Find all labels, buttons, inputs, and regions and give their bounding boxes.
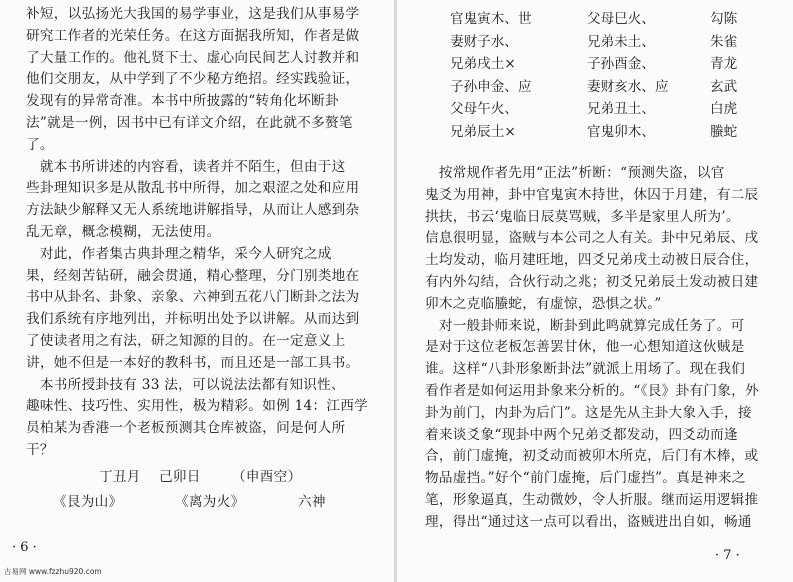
body-text-line: 鬼爻为用神，卦中官鬼寅木持世，休囚于月建，有二辰 [425,186,759,203]
body-text-line: 谁。这样“八卦形象断卦法”就派上用场了。现在我们 [425,361,746,378]
body-text-line: 本书所授卦技有 33 法，可以说法法都有知识性、 [26,376,345,393]
yao-spirit: 白虎 [710,101,738,117]
body-text-line: 土均发动，临月建旺地，四爻兄弟戌土动被日辰合住， [425,252,759,269]
body-text-line: 卦为前门，内卦为后门”。这是先从主卦大象入手，接 [425,404,752,421]
body-text-line: 按常规作者先用“正法”析断：“预测失盗，以官 [425,165,725,181]
yao-spirit: 青龙 [710,56,738,72]
body-text-line: 趣味性、技巧性、实用性，极为精彩。如例 14：江西学 [26,398,369,415]
body-text-line: 有内外勾结，合伙行动之兆；初爻兄弟辰土发动被日建 [425,274,759,290]
yao-spirit: 螣蛇 [710,123,738,140]
body-text-line: 果，经刻苦钻研，融会贯通，精心整理，分门别类地在 [26,267,360,284]
body-text-line: 乱无章，概念模糊，无法使用。 [26,224,221,240]
yao-changed: 妻财亥水、应 [587,78,669,95]
page-number-right: · 7 · [715,548,740,563]
body-text-line: 卯木之克临螣蛇，有虚惊，恐惧之状。” [425,295,662,312]
yao-main: 兄弟戌土× [450,56,516,72]
body-text-line: 书中从卦名、卦象、亲象、六神到五花八门断卦之法为 [26,289,360,306]
yao-spirit: 玄武 [710,78,738,95]
yao-spirit: 勾陈 [710,11,738,27]
page-number-left: · 6 · [12,540,37,555]
body-text-line: 笔，形象逼真，生动微妙，令人折服。继而运用逻辑推 [425,492,759,508]
date-day: 己卯日 [159,469,201,485]
yao-main: 官鬼寅木、世 [450,11,532,27]
body-text-line: 看作者是如何运用卦象来分析的。“《艮》卦有门象，外 [425,383,759,399]
body-text-line: 员柏某为香港一个老板预测其仓库被盗，问是何人所 [26,420,346,437]
body-text-line: 了使读者用之有法，研之知源的目的。在一定意义上 [26,333,346,349]
right-page [397,0,793,582]
date-void: （申酉空） [232,469,302,485]
left-page [0,0,396,582]
footer-watermark: 古易网 www.fzzhu920.com [4,567,102,576]
body-text-line: 就本书所讲述的内容看，读者并不陌生，但由于这 [26,158,346,175]
yao-main: 父母午火、 [450,101,518,117]
body-text-line: 拱扶，书云‘鬼临日辰莫骂贼，多半是家里人所为’。 [425,208,740,225]
body-text-line: 对此，作者集古典卦理之精华，采今人研究之成 [26,245,332,262]
hexagram-line-row [397,53,793,75]
six-spirits-header: 六神 [298,494,326,510]
body-text-line: 着来谈爻象“现卦中两个兄弟爻都发动，四爻动而逢 [425,426,738,443]
body-text-line: 干？ [26,442,54,458]
yao-changed: 兄弟未土、 [587,33,655,50]
body-text-line: 物品虚挡。”好个“前门虚掩，后门虚挡”。真是神来之 [425,470,746,487]
hexagram-changed-title: 《离为火》 [175,494,245,510]
body-text-line: 了大量工作的。他礼贤下士、虚心向民间艺人讨教并和 [26,49,360,66]
body-text-line: 合，前门虚掩，初爻动而被卯木所克，后门有木棒，或 [425,448,759,465]
body-text-line: 讲，她不但是一本好的教科书，而且还是一部工具书。 [26,354,360,371]
hexagram-main-title: 《艮为山》 [53,494,123,510]
yao-changed: 官鬼卯木、 [587,123,655,140]
date-month: 丁丑月 [99,469,141,485]
hexagram-line-row [397,121,793,143]
hexagram-line-row [397,98,793,120]
yao-spirit: 朱雀 [710,33,738,50]
yao-main: 妻财子水、 [450,33,518,50]
yao-changed: 子孙酉金、 [587,56,655,72]
body-text-line: 发现有的异常奇准。本书中所披露的“转角化坏断卦 [26,93,339,110]
hexagram-line-row [397,76,793,98]
body-text-line: 他们交朋友，从中学到了不少秘方绝招。经实践验证， [26,71,360,88]
body-text-line: 对一般卦师来说，断卦到此鸣就算完成任务了。可 [425,317,745,334]
yao-main: 子孙申金、应 [450,78,532,95]
body-text-line: 信息很明显，盗贼与本公司之人有关。卦中兄弟辰、戌 [425,230,759,247]
hexagram-line-row [397,8,793,30]
yao-main: 兄弟辰土× [450,123,516,140]
body-text-line: 研究工作者的光荣任务。在这方面据我所知，作者是做 [26,27,360,44]
body-text-line: 了。 [26,136,54,153]
body-text-line: 法”就是一例，因书中已有详文介绍，在此就不多赘笔 [26,115,353,131]
body-text-line: 些卦理知识多是从散乱书中所得，加之艰涩之处和应用 [26,180,360,197]
body-text-line: 理，得出“通过这一点可以看出，盗贼进出自如，畅通 [425,513,752,530]
body-text-line: 是对于这位老板怎善罢甘休，他一心想知道这伙贼是 [425,339,745,356]
body-text-line: 我们系统有序地列出，并标明出处予以讲解。从而达到 [26,311,360,328]
yao-changed: 兄弟丑土、 [587,101,655,117]
body-text-line: 方法缺少解释又无人系统地讲解指导，从而让人感到杂 [26,202,360,219]
yao-changed: 父母巳火、 [587,11,655,27]
hexagram-line-row [397,31,793,53]
body-text-line: 补短，以弘扬光大我国的易学事业，这是我们从事易学 [26,6,360,22]
